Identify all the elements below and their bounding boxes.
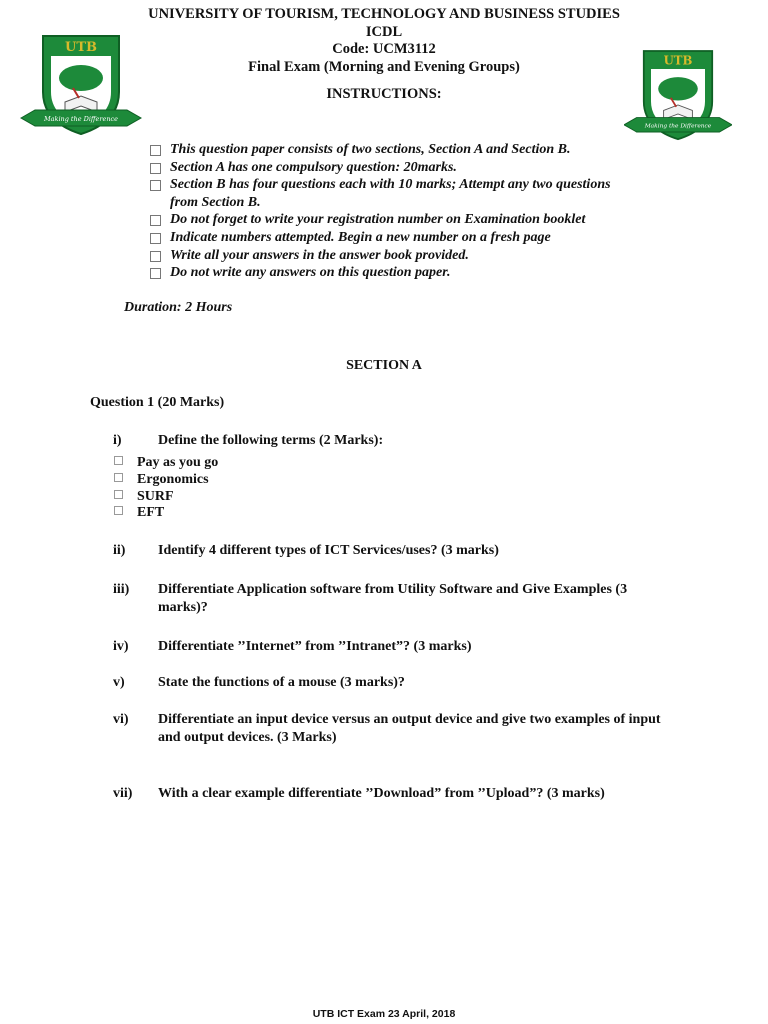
instruction-item: Do not write any answers on this question paper. xyxy=(150,264,611,282)
exam-duration: Duration: 2 Hours xyxy=(124,300,233,315)
checkbox-icon xyxy=(150,215,161,226)
term-item: Pay as you go xyxy=(114,455,218,472)
checkbox-icon xyxy=(114,490,123,499)
question-title: Question 1 (20 Marks) xyxy=(90,395,225,410)
checkbox-icon xyxy=(150,233,161,244)
term-item: EFT xyxy=(114,505,218,522)
instructions-title: INSTRUCTIONS: xyxy=(326,86,442,102)
question-number: ii) xyxy=(113,543,126,558)
instruction-item: Section A has one compulsory question: 20marks. xyxy=(150,159,611,177)
checkbox-icon xyxy=(150,163,161,174)
term-item: SURF xyxy=(114,489,218,506)
checkbox-icon xyxy=(114,473,123,482)
question-item xyxy=(113,542,668,560)
question-item xyxy=(113,785,668,803)
instruction-item-continued: from Section B. xyxy=(170,194,261,210)
logo-letters: UTB xyxy=(663,53,693,68)
question-text: State the functions of a mouse (3 marks)? xyxy=(158,675,405,690)
question-number: v) xyxy=(113,675,125,690)
question-item xyxy=(113,581,668,617)
question-text: Differentiate an input device versus an output device and give two examples of input and output devices. (3 Marks) xyxy=(158,712,661,745)
exam-title: Final Exam (Morning and Evening Groups) xyxy=(248,58,520,75)
checkbox-icon xyxy=(114,456,123,465)
instructions-list xyxy=(150,141,611,282)
question-number: vii) xyxy=(113,786,133,801)
instruction-item: Do not forget to write your registration number on Examination booklet xyxy=(150,211,611,229)
checkbox-icon xyxy=(150,180,161,191)
question-text: Differentiate Application software from Utility Software and Give Examples (3 marks)? xyxy=(158,582,628,615)
question-item xyxy=(113,711,668,747)
instruction-item: Section B has four questions each with 10 marks; Attempt any two questions xyxy=(150,176,611,194)
university-name: UNIVERSITY OF TOURISM, TECHNOLOGY AND BUSINESS STUDIES xyxy=(148,6,620,22)
instruction-item: Write all your answers in the answer book provided. xyxy=(150,247,611,265)
question-text: Define the following terms (2 Marks): xyxy=(158,433,384,448)
instruction-item: This question paper consists of two sections, Section A and Section B. xyxy=(150,141,611,159)
course-code: Code: UCM3112 xyxy=(332,41,436,57)
question-item xyxy=(113,432,668,450)
question-number: vi) xyxy=(113,712,129,727)
question-item xyxy=(113,674,668,692)
question-text: Differentiate ’’Internet” from ’’Intranet”? (3 marks) xyxy=(158,639,472,654)
instruction-item: Indicate numbers attempted. Begin a new number on a fresh page xyxy=(150,229,611,247)
question-number: iii) xyxy=(113,582,130,597)
checkbox-icon xyxy=(150,145,161,156)
logo-letters: UTB xyxy=(65,40,97,55)
section-title: SECTION A xyxy=(346,358,422,373)
utb-logo-right xyxy=(624,44,732,148)
logo-motto: Making the Difference xyxy=(43,115,119,123)
question-text: Identify 4 different types of ICT Services/uses? (3 marks) xyxy=(158,543,499,558)
checkbox-icon xyxy=(114,506,123,515)
question-number: i) xyxy=(113,433,122,448)
terms-list xyxy=(114,455,218,522)
course-name: ICDL xyxy=(365,23,403,40)
term-item: Ergonomics xyxy=(114,472,218,489)
checkbox-icon xyxy=(150,251,161,262)
checkbox-icon xyxy=(150,268,161,279)
question-number: iv) xyxy=(113,639,129,654)
utb-logo-left xyxy=(20,30,142,142)
question-item xyxy=(113,638,668,656)
logo-motto: Making the Difference xyxy=(644,123,712,130)
page-footer: UTB ICT Exam 23 April, 2018 xyxy=(312,1008,456,1020)
question-text: With a clear example differentiate ’’Download” from ’’Upload”? (3 marks) xyxy=(158,786,605,801)
